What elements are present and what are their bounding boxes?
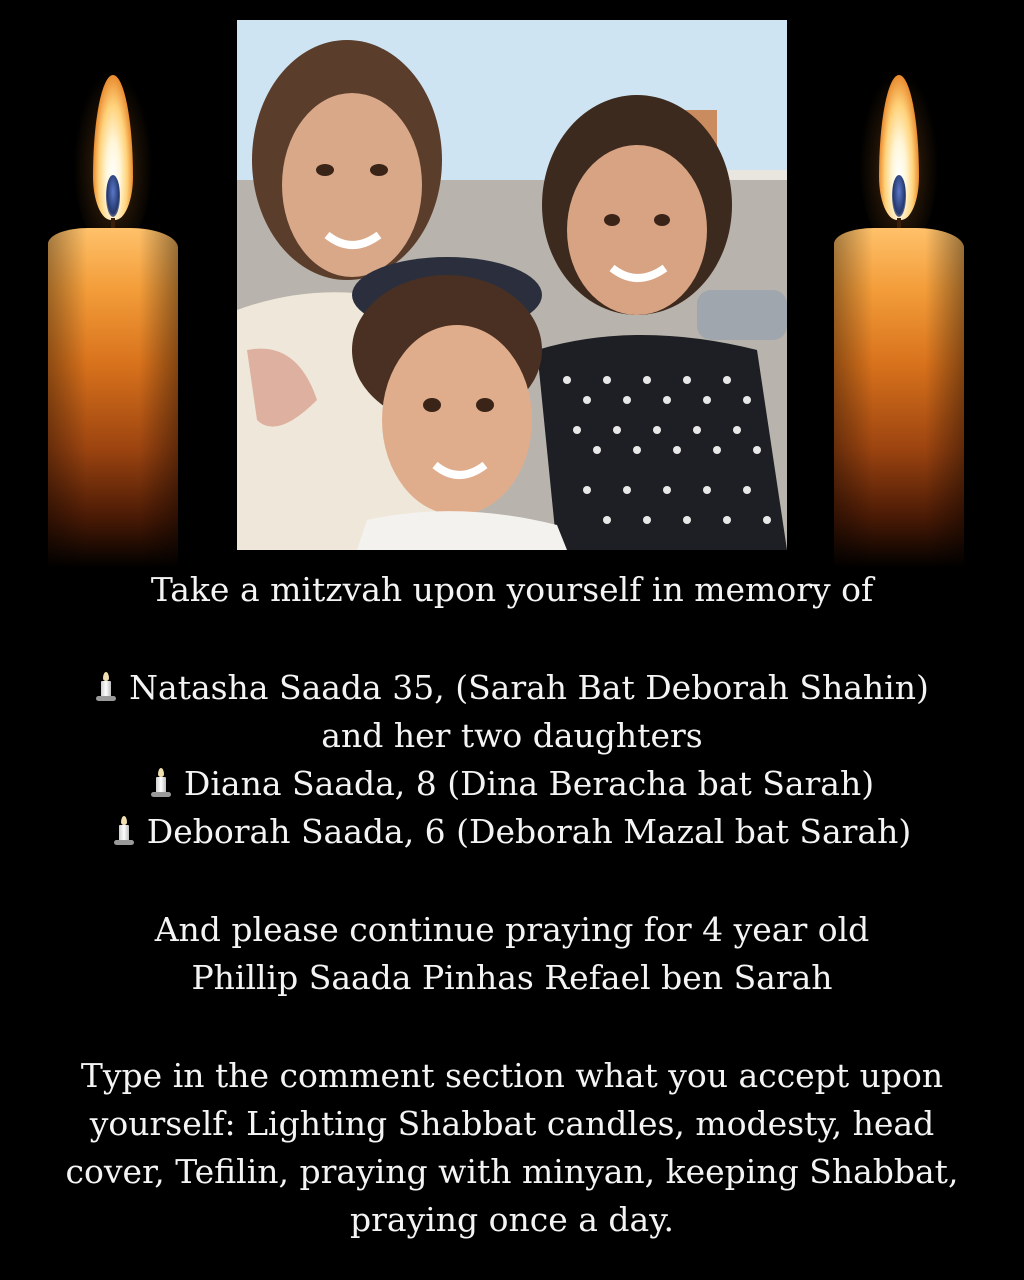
daughters-line: and her two daughters [321,716,703,755]
children-photo [237,20,787,550]
intro-text: Take a mitzvah upon yourself in memory of [150,570,874,609]
name-line-natasha: Natasha Saada 35, (Sarah Bat Deborah Shahin) [20,664,1004,712]
name-line-diana: Diana Saada, 8 (Dina Beracha bat Sarah) [20,760,1004,808]
call-to-action-section [20,1052,1004,1244]
cta-line-3: cover, Tefilin, praying with minyan, keeping Shabbat, [65,1152,959,1191]
cta-line-4: praying once a day. [350,1200,674,1239]
prayer-line-2: Phillip Saada Pinhas Refael ben Sarah [191,958,833,997]
cta-line-2: yourself: Lighting Shabbat candles, modesty, head [89,1104,935,1143]
name-line-deborah: Deborah Saada, 6 (Deborah Mazal bat Sarah) [20,808,1004,856]
cta-line-1: Type in the comment section what you accept upon [80,1056,944,1095]
memorial-section [20,566,1004,614]
candle-icon [95,672,117,702]
candle-icon [113,816,135,846]
prayer-line-1: And please continue praying for 4 year old [154,910,870,949]
prayer-section [20,906,1004,1002]
names-section [20,664,1004,856]
candle-icon [150,768,172,798]
